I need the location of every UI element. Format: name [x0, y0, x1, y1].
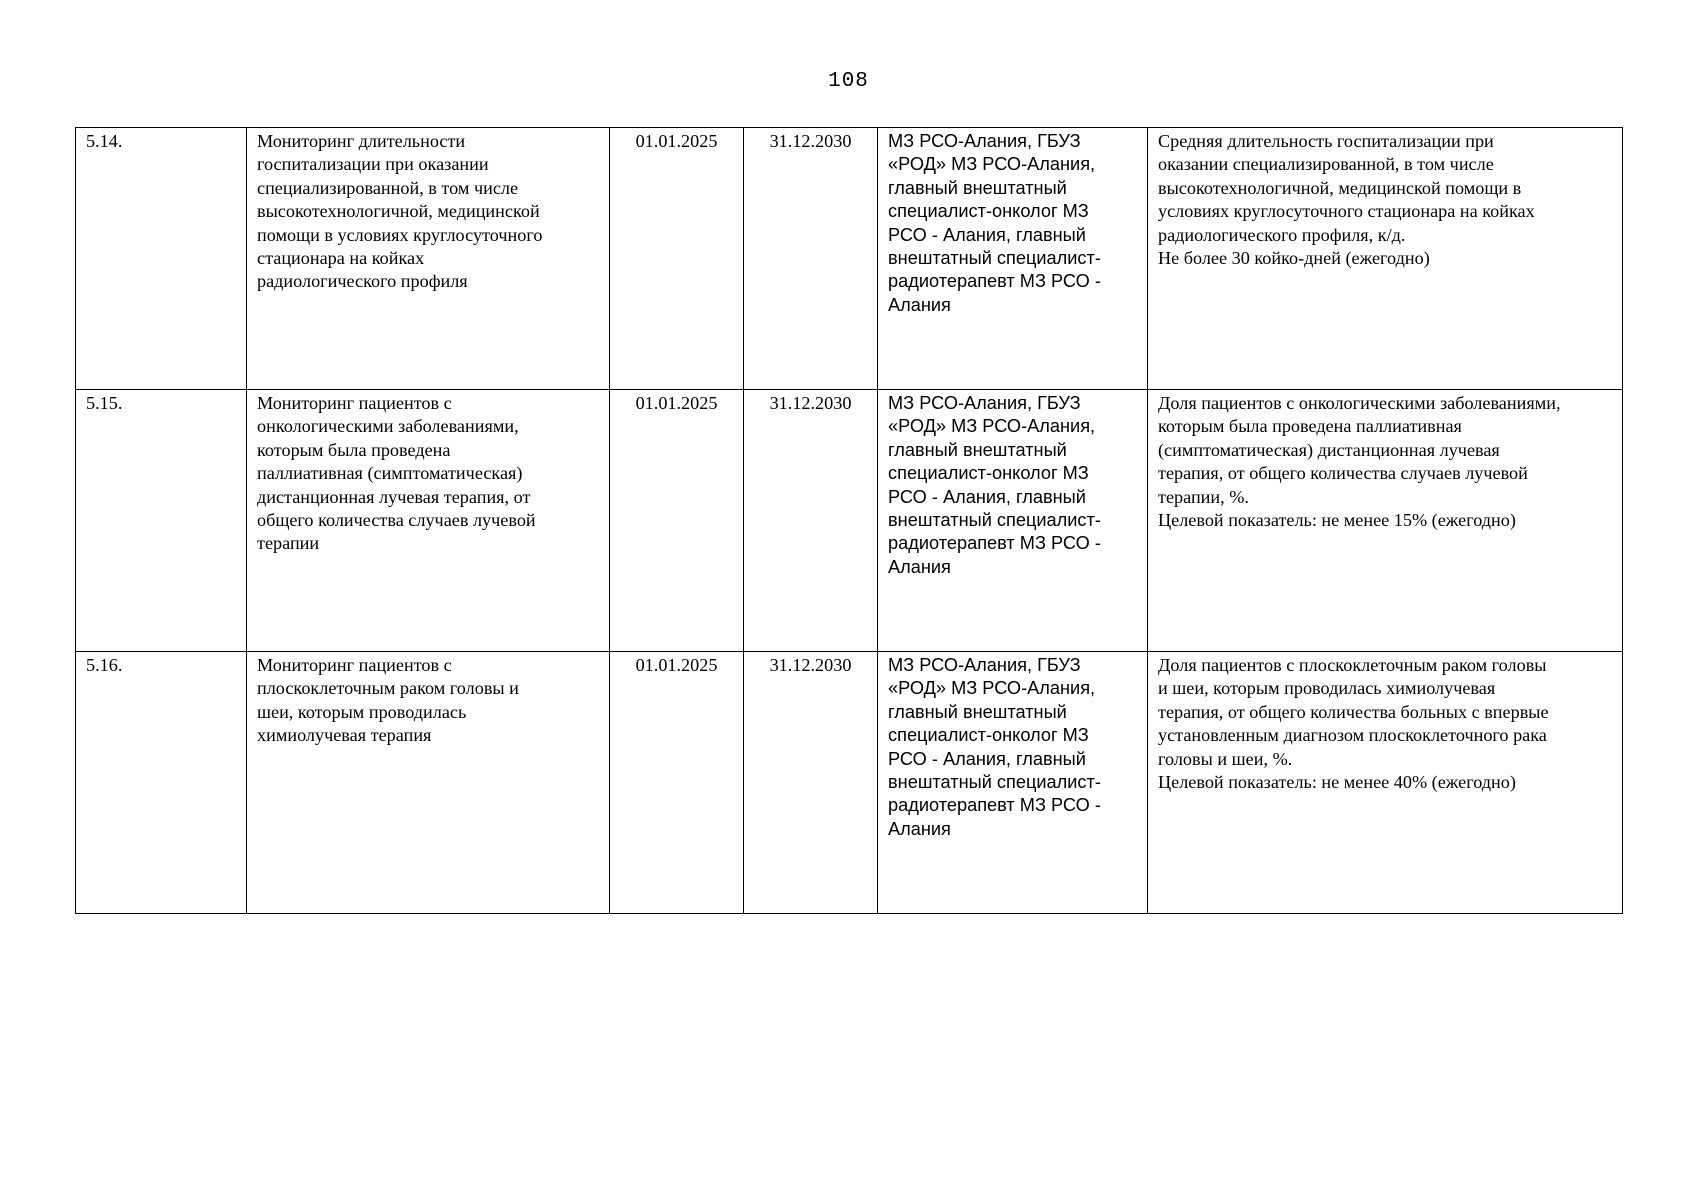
text-line: условиях круглосуточного стационара на койках: [1158, 201, 1535, 222]
text-line: стационара на койках: [257, 248, 425, 269]
text-line: Алания: [888, 556, 951, 577]
text-line: внештатный специалист-: [888, 510, 1101, 531]
text-line: специализированной, в том числе: [257, 177, 519, 198]
result-cell: [1148, 128, 1623, 390]
text-line: Мониторинг пациентов с: [257, 393, 452, 413]
text-line: МЗ РСО-Алания, ГБУЗ: [888, 393, 1081, 413]
text-line: которым была проведена паллиативная: [1158, 416, 1462, 437]
text-line: химиолучевая терапия: [257, 725, 432, 746]
text-line: внештатный специалист-: [888, 772, 1101, 793]
text-line: специалист-онколог МЗ: [888, 463, 1089, 484]
text-line: радиотерапевт МЗ РСО -: [888, 533, 1101, 554]
text-line: радиотерапевт МЗ РСО -: [888, 271, 1101, 292]
responsible-cell: [878, 652, 1148, 914]
text-line: радиотерапевт МЗ РСО -: [888, 795, 1101, 816]
table-row: [76, 652, 1623, 914]
text-line: «РОД» МЗ РСО-Алания,: [888, 416, 1096, 437]
text-line: главный внештатный: [888, 701, 1067, 722]
responsible-cell: [878, 128, 1148, 390]
text-line: РСО - Алания, главный: [888, 748, 1086, 769]
text-line: которым была проведена: [257, 439, 451, 460]
text-line: Целевой показатель: не менее 15% (ежегодно): [1158, 510, 1516, 531]
activity-cell: [247, 128, 610, 390]
text-line: высокотехнологичной, медицинской: [257, 201, 540, 222]
text-line: онкологическими заболеваниями,: [257, 416, 519, 437]
text-line: паллиативная (симптоматическая): [257, 463, 523, 484]
table-row: [76, 128, 1623, 390]
text-line: (симптоматическая) дистанционная лучевая: [1158, 439, 1500, 460]
text-line: Целевой показатель: не менее 40% (ежегодно): [1158, 772, 1516, 793]
text-line: Мониторинг пациентов с: [257, 655, 452, 675]
text-line: общего количества случаев лучевой: [257, 510, 536, 531]
table-row: [76, 390, 1623, 652]
text-line: и шеи, которым проводилась химиолучевая: [1158, 678, 1496, 699]
start-date: 01.01.2025: [610, 652, 744, 914]
activity-cell: [247, 652, 610, 914]
end-date: 31.12.2030: [744, 128, 878, 390]
responsible-cell: [878, 390, 1148, 652]
text-line: специалист-онколог МЗ: [888, 725, 1089, 746]
text-line: специалист-онколог МЗ: [888, 201, 1089, 222]
end-date: 31.12.2030: [744, 652, 878, 914]
page-number: 108: [828, 70, 869, 93]
text-line: Алания: [888, 294, 951, 315]
text-line: радиологического профиля: [257, 271, 468, 292]
text-line: Средняя длительность госпитализации при: [1158, 131, 1494, 151]
row-number: 5.16.: [76, 652, 247, 914]
text-line: главный внештатный: [888, 439, 1067, 460]
text-line: внештатный специалист-: [888, 248, 1101, 269]
start-date: 01.01.2025: [610, 128, 744, 390]
text-line: терапии, %.: [1158, 486, 1249, 507]
text-line: плоскоклеточным раком головы и: [257, 678, 519, 699]
end-date: 31.12.2030: [744, 390, 878, 652]
text-line: помощи в условиях круглосуточного: [257, 224, 543, 245]
text-line: терапии: [257, 533, 320, 554]
start-date: 01.01.2025: [610, 390, 744, 652]
row-number: 5.14.: [76, 128, 247, 390]
text-line: главный внештатный: [888, 177, 1067, 198]
text-line: МЗ РСО-Алания, ГБУЗ: [888, 131, 1081, 151]
text-line: радиологического профиля, к/д.: [1158, 224, 1406, 245]
activity-cell: [247, 390, 610, 652]
text-line: Доля пациентов с онкологическими заболеваниями,: [1158, 393, 1561, 413]
measures-table: [75, 127, 1623, 914]
text-line: высокотехнологичной, медицинской помощи в: [1158, 177, 1522, 198]
text-line: РСО - Алания, главный: [888, 224, 1086, 245]
result-cell: [1148, 390, 1623, 652]
text-line: шеи, которым проводилась: [257, 701, 467, 722]
result-cell: [1148, 652, 1623, 914]
text-line: дистанционная лучевая терапия, от: [257, 486, 531, 507]
text-line: Мониторинг длительности: [257, 131, 466, 151]
text-line: госпитализации при оказании: [257, 154, 489, 175]
text-line: Не более 30 койко-дней (ежегодно): [1158, 248, 1430, 269]
text-line: установленным диагнозом плоскоклеточного рака: [1158, 725, 1547, 746]
text-line: Алания: [888, 818, 951, 839]
text-line: РСО - Алания, главный: [888, 486, 1086, 507]
text-line: терапия, от общего количества случаев лучевой: [1158, 463, 1528, 484]
text-line: МЗ РСО-Алания, ГБУЗ: [888, 655, 1081, 675]
text-line: оказании специализированной, в том числе: [1158, 154, 1494, 175]
text-line: «РОД» МЗ РСО-Алания,: [888, 154, 1096, 175]
text-line: терапия, от общего количества больных с впервые: [1158, 701, 1549, 722]
text-line: «РОД» МЗ РСО-Алания,: [888, 678, 1096, 699]
text-line: головы и шеи, %.: [1158, 748, 1293, 769]
text-line: Доля пациентов с плоскоклеточным раком головы: [1158, 655, 1547, 675]
row-number: 5.15.: [76, 390, 247, 652]
